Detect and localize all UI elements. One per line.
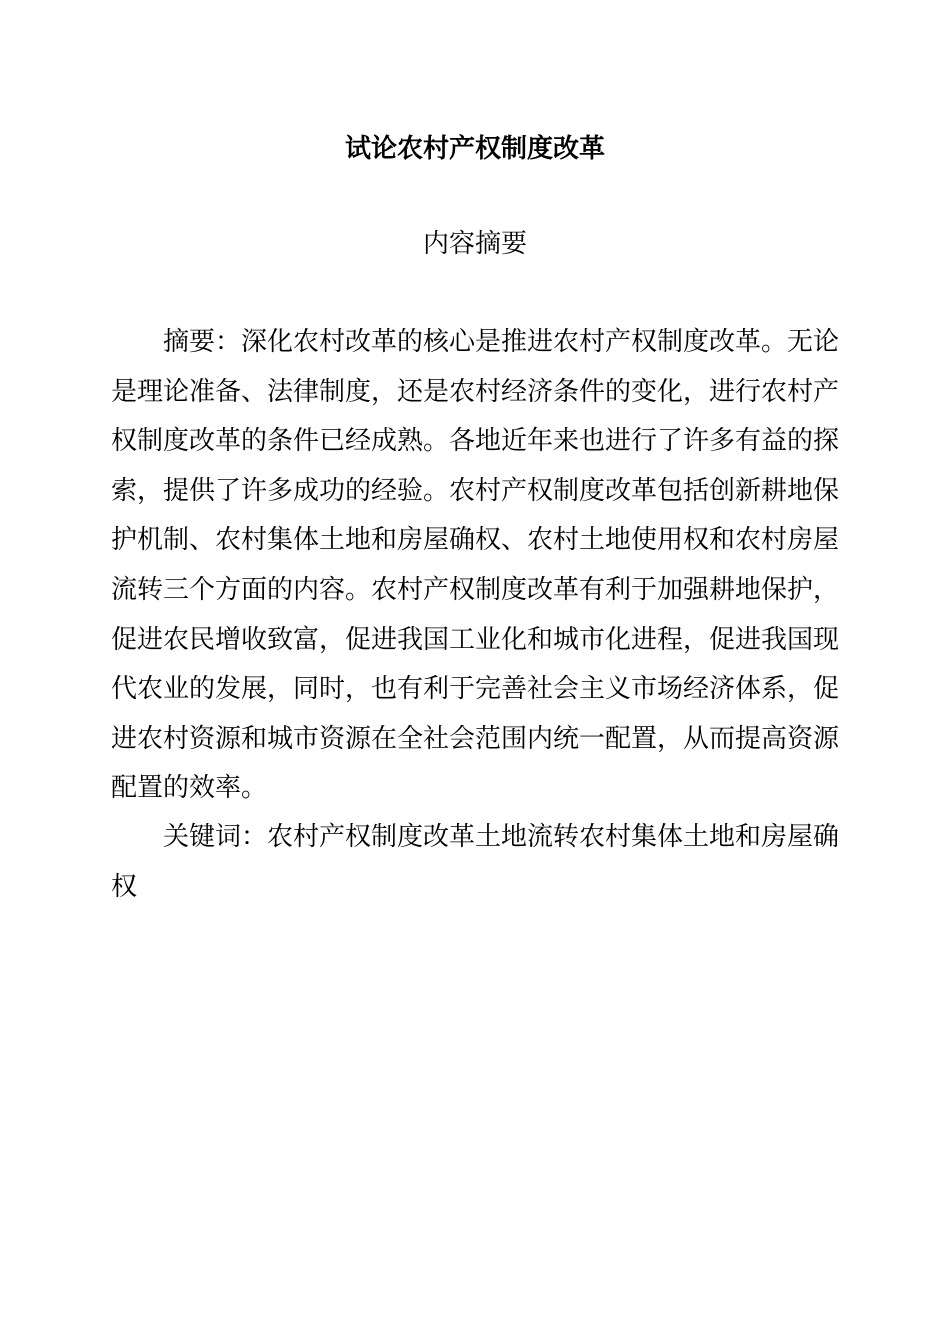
abstract-paragraph bbox=[111, 318, 851, 814]
section-heading: 内容摘要 bbox=[422, 229, 527, 259]
keywords-paragraph bbox=[111, 813, 851, 912]
keywords-text: 农村产权制度改革土地流转农村集体土地和房屋确权 bbox=[111, 822, 840, 902]
keywords-label: 关键词： bbox=[163, 822, 268, 852]
document-title: 试论农村产权制度改革 bbox=[344, 134, 605, 164]
abstract-text: 深化农村改革的核心是推进农村产权制度改革。无论是理论准备、法律制度，还是农村经济条件的变化，进行农村产权制度改革的条件已经成熟。各地近年来也进行了许多有益的探索，提供了许多成功的经验。农村产权制度改革包括创新耕地保护机制、农村集体土地和房屋确权、农村土地使用权和农村房屋流转三个方面的内容。农村产权制度改革有利于加强耕地保护，促进农民增收致富，促进我国工业化和城市化进程，促进我国现代农业的发展，同时，也有利于完善社会主义市场经济体系，促进农村资源和城市资源在全社会范围内统一配置，从而提高资源配置的效率。 bbox=[111, 327, 840, 804]
abstract-label: 摘要： bbox=[163, 327, 242, 357]
